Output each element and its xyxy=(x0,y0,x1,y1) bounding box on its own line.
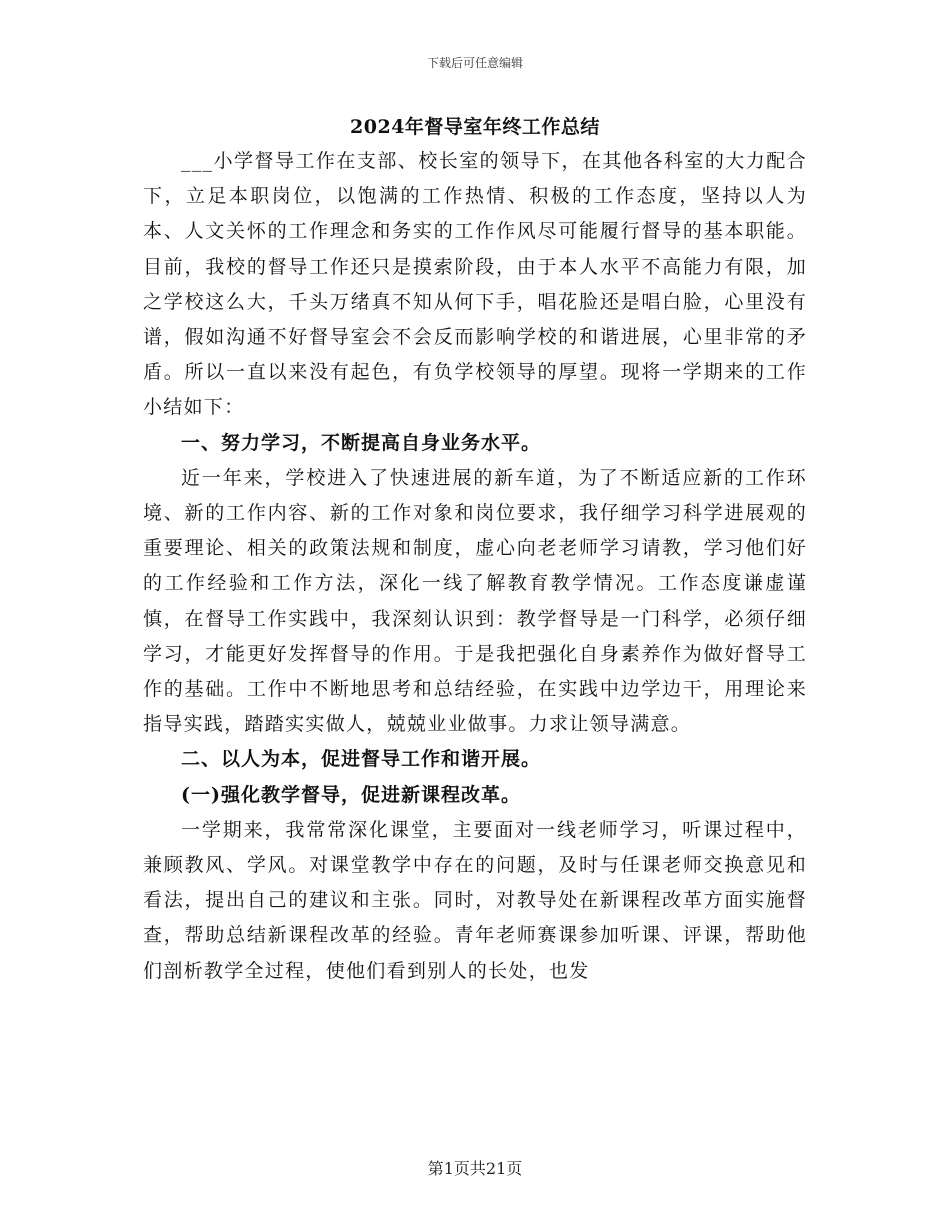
subsection-heading-2-1: (一)强化教学督导，促进新课程改革。 xyxy=(181,783,521,806)
document-body xyxy=(143,112,807,989)
document-title: 2024年督导室年终工作总结 xyxy=(350,116,600,138)
page-number-footer: 第1页共21页 xyxy=(427,1159,523,1178)
header-note: 下载后可任意编辑 xyxy=(426,56,523,70)
intro-paragraph: ___小学督导工作在支部、校长室的领导下，在其他各科室的大力配合下，立足本职岗位，以饱满的工作热情、积极的工作态度，坚持以人为本、人文关怀的工作理念和务实的工作作风尽可能履行督导的基本职能。目前，我校的督导工作还只是摸索阶段，由于本人水平不高能力有限，加之学校这么大，千头万绪真不知从何下手，唱花脸还是唱白脸，心里没有谱，假如沟通不好督导室会不会反而影响学校的和谐进展，心里非常的矛盾。所以一直以来没有起色，有负学校领导的厚望。现将一学期来的工作小结如下： xyxy=(143,150,807,419)
section-1-paragraph: 近一年来，学校进入了快速进展的新车道，为了不断适应新的工作环境、新的工作内容、新的工作对象和岗位要求，我仔细学习科学进展观的重要理论、相关的政策法规和制度，虚心向老老师学习请教，学习他们好的工作经验和工作方法，深化一线了解教育教学情况。工作态度谦虚谨慎，在督导工作实践中，我深刻认识到：教学督导是一门科学，必须仔细学习，才能更好发挥督导的作用。于是我把强化自身素养作为做好督导工作的基础。工作中不断地思考和总结经验，在实践中边学边干，用理论来指导实践，踏踏实实做人，兢兢业业做事。力求让领导满意。 xyxy=(143,466,807,736)
section-heading-1: 一、努力学习，不断提高自身业务水平。 xyxy=(181,431,542,454)
section-heading-2: 二、以人为本，促进督导工作和谐开展。 xyxy=(181,748,542,771)
subsection-2-1-paragraph: 一学期来，我常常深化课堂，主要面对一线老师学习，听课过程中，兼顾教风、学风。对课堂教学中存在的问题，及时与任课老师交换意见和看法，提出自己的建议和主张。同时，对教导处在新课程改革方面实施督查，帮助总结新课程改革的经验。青年老师赛课参加听课、评课，帮助他们剖析教学全过程，使他们看到别人的长处，也发 xyxy=(143,818,807,982)
